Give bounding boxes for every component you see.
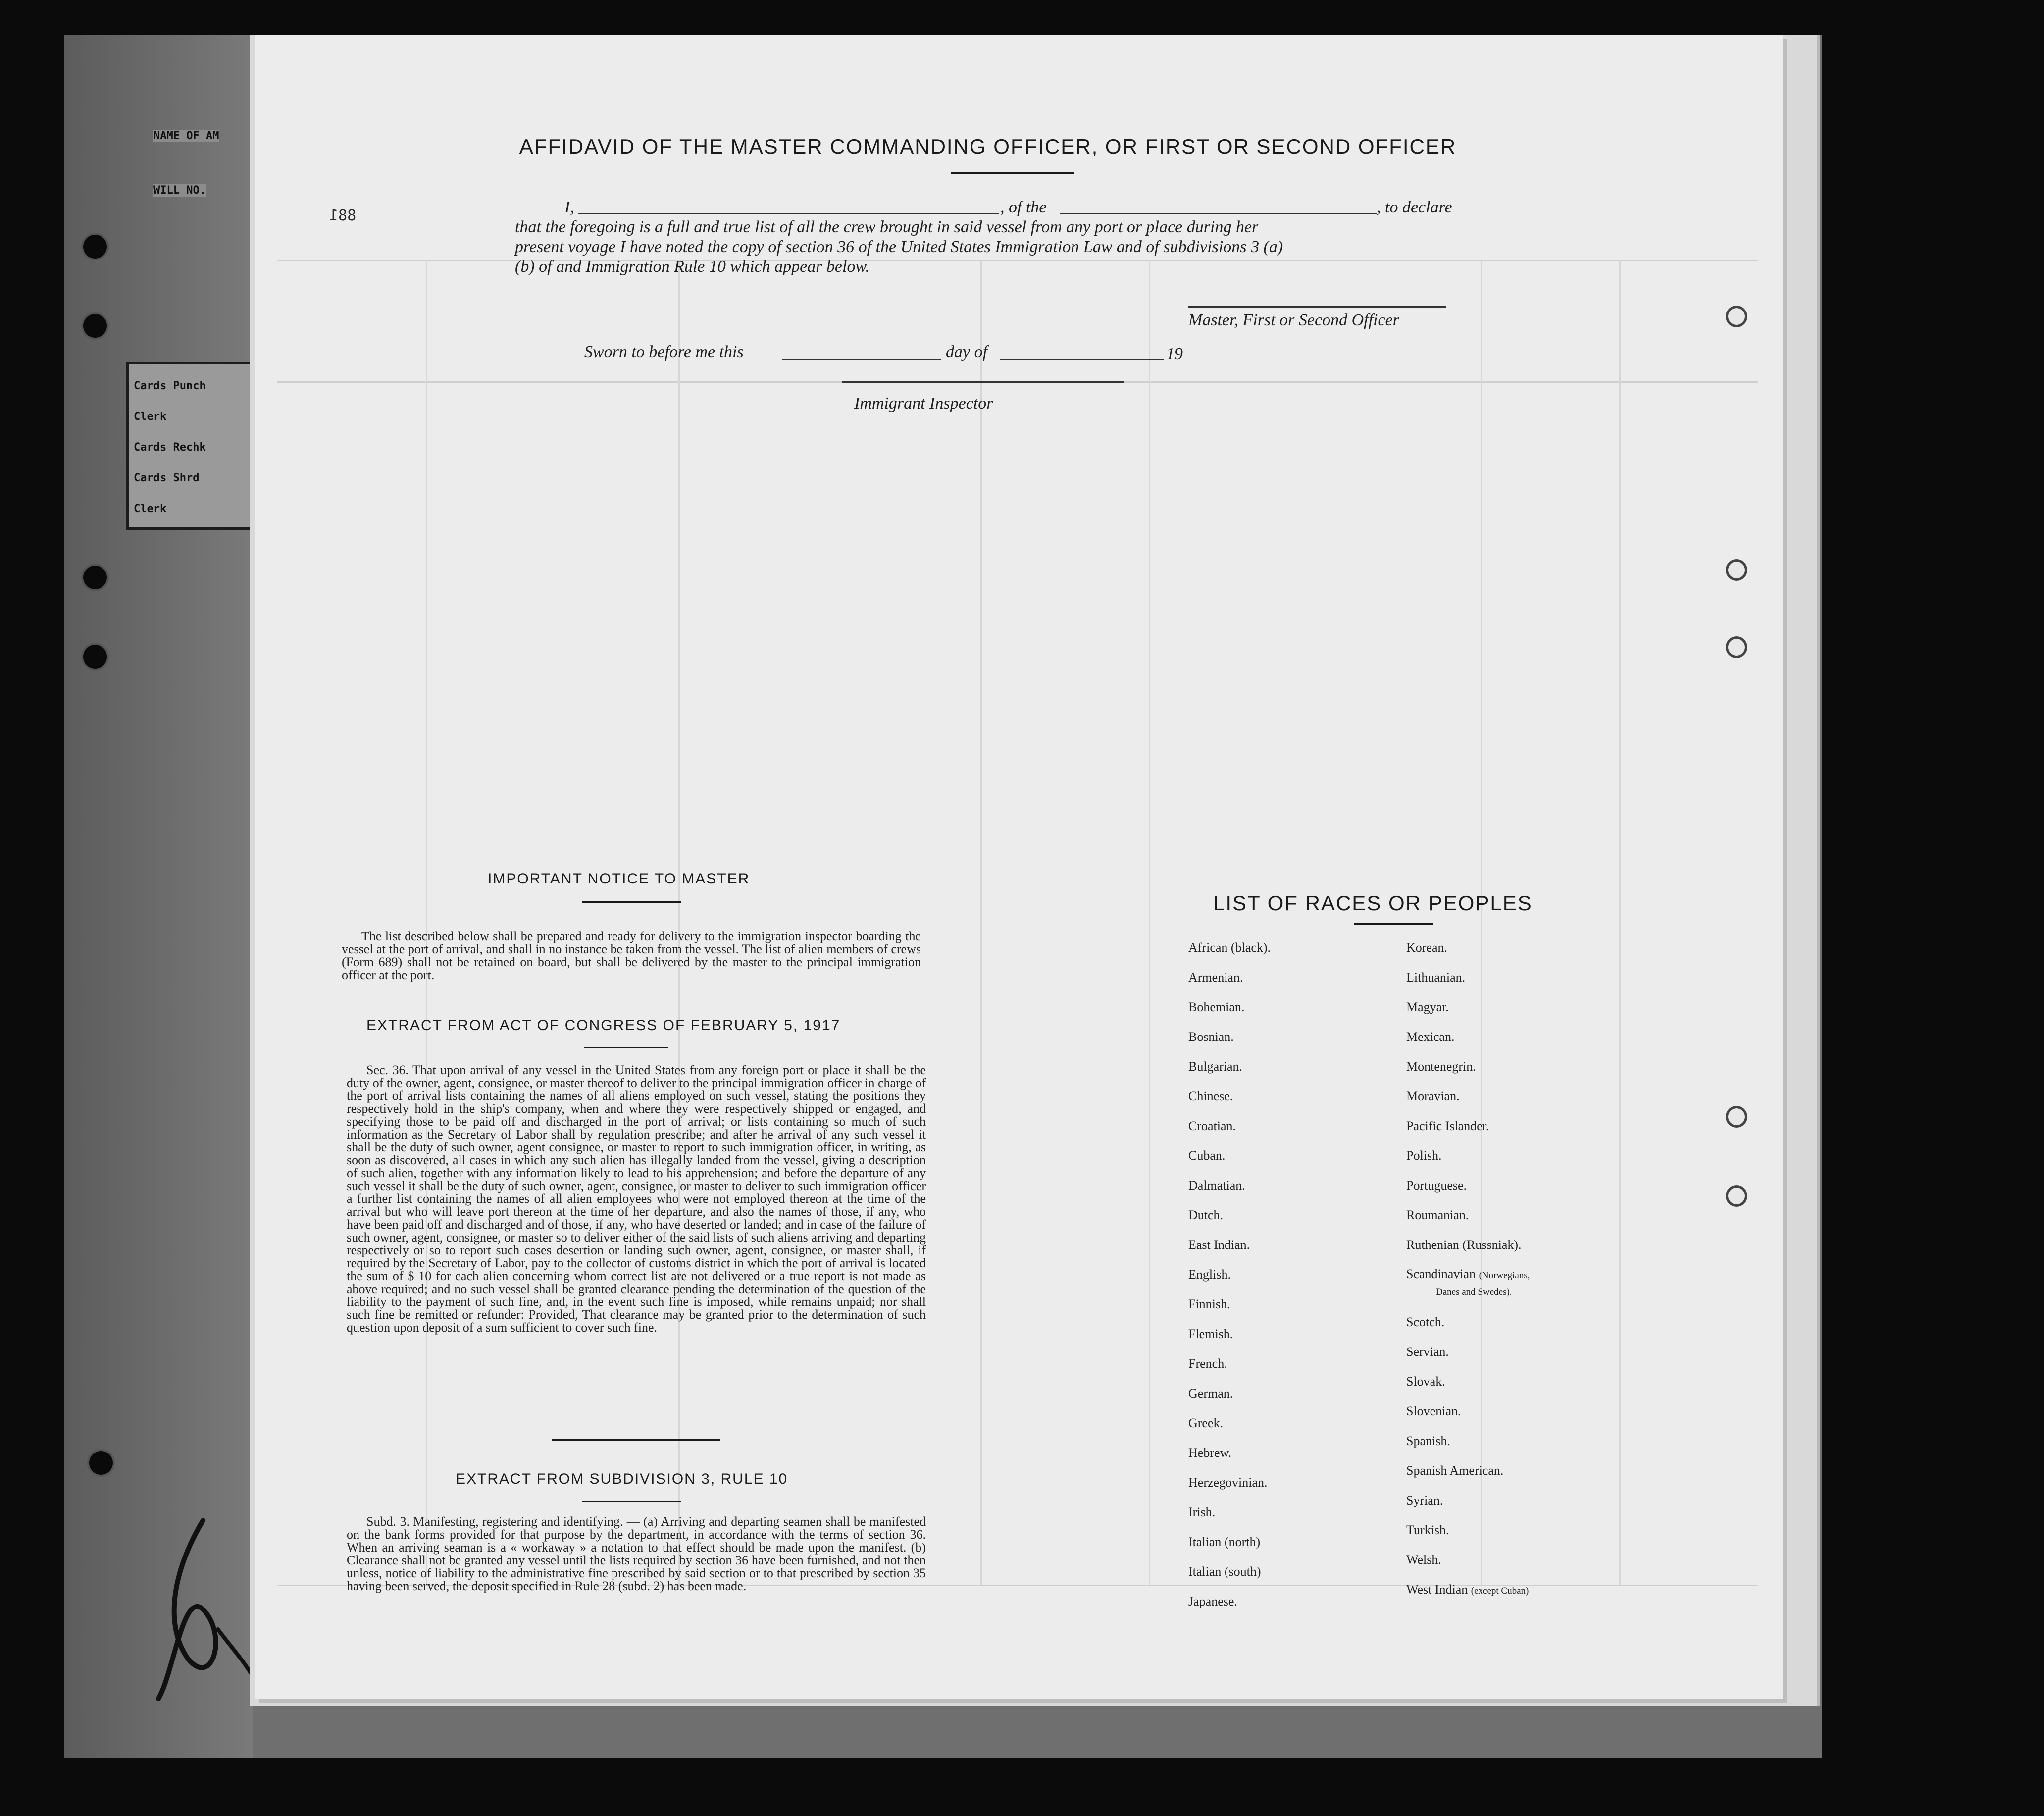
race-item: Bohemian.	[1188, 1000, 1245, 1014]
day-of-label: day of	[946, 343, 988, 361]
race-item: Spanish.	[1406, 1434, 1450, 1448]
race-west-indian-note: (except Cuban)	[1471, 1586, 1529, 1596]
affidavit-line-3: (b) of and Immigration Rule 10 which appear below.	[515, 258, 870, 276]
race-item: Irish.	[1188, 1505, 1216, 1519]
race-item: Turkish.	[1406, 1523, 1449, 1537]
stamp-line: Cards Shrd	[134, 472, 200, 484]
backing-left-strip	[64, 35, 253, 1758]
inspector-label: Immigrant Inspector	[854, 394, 993, 413]
race-item: English.	[1188, 1267, 1231, 1282]
race-item: East Indian.	[1188, 1238, 1250, 1252]
year-prefix: 19	[1166, 345, 1183, 363]
race-item: Lithuanian.	[1406, 970, 1466, 985]
affidavit-line-2: present voyage I have noted the copy of section 36 of the United States Immigration Law and of subdivisions 3 (a)	[515, 238, 1283, 256]
binder-hole-icon	[1728, 1108, 1745, 1125]
manifest-sheet	[255, 35, 1783, 1699]
race-item-scandinavian	[1406, 1260, 1530, 1299]
binder-hole-icon	[83, 314, 107, 338]
section-divider	[552, 1439, 720, 1441]
act-extract-underline	[584, 1047, 668, 1048]
affiant-name-blank	[578, 213, 999, 214]
race-item: Mexican.	[1406, 1030, 1455, 1044]
binder-hole-icon	[1728, 562, 1745, 578]
race-item: Chinese.	[1188, 1089, 1233, 1103]
notice-text: The list described below shall be prepared and ready for delivery to the immigration inspector boarding the vessel at the port of arrival, and shall in no instance be taken from the vessel. The list of alien members of crews (Form 689) shall not be retained on board, but shall be delivered by the master to the principal immigration officer at the port.	[342, 929, 921, 982]
race-item: Servian.	[1406, 1345, 1449, 1359]
race-west-indian: West Indian	[1406, 1582, 1468, 1597]
rule-extract-title: EXTRACT FROM SUBDIVISION 3, RULE 10	[456, 1471, 788, 1487]
stamp-line: Cards Punch	[134, 380, 206, 392]
edge-stamp-top-1: NAME OF AM	[153, 130, 219, 142]
ghost-table-vrule	[1619, 260, 1621, 1585]
act-extract-text: Sec. 36. That upon arrival of any vessel in the United States from any foreign port or place it shall be the duty of the owner, agent, consignee, or master thereof to deliver to the principal immigration officer in charge of the port of arrival lists containing the names of all aliens employed on such vessel, stating the positions they respectively hold in the ship's company, when and where they were respectively shipped or engaged, and specifying those to be paid off and discharged in the port of arrival; or lists containing so much of such information as the Secretary of Labor shall by regulation prescribe; and after he arrival of any such vessel it shall be the duty of such owner, agent consignee, or master to report to such immigration officer, in writing, as soon as discovered, all cases in which any such alien has illegally landed from the vessel, giving a description of such alien, together with any information likely to lead to his apprehension; and before the departure of any such vessel it shall be the duty of such owner, agent, consignee, or master to deliver to such immigration officer a further list containing the names of all alien employees who were not employed thereon at the time of the arrival but who will leave port thereon at the time of her departure, and also the names of those, if any, who have been paid off and discharged and of those, if any, who have deserted or landed; and in case of the failure of such owner, agent, consignee, or master so to deliver either of the said lists of such aliens arriving and departing respectively or so to report such cases desertion or landing such owner, agent, consignee, or master shall, if required by the Secretary of Labor, pay to the collector of customs district in which the port of arrival is located the sum of $ 10 for each alien concerning whom correct list are not delivered or a true report is not made as above required; and no such vessel shall be granted clearance pending the determination of the question of the liability to the payment of such fine, and, in the event such fine is imposed, while remains unpaid; nor shall such fine be remitted or refunder: Provided, That clearance may be granted prior to the determination of such question upon deposit of a sum sufficient to cover such fine.	[347, 1063, 926, 1335]
binder-hole-icon	[83, 645, 107, 669]
stamp-line: Clerk	[134, 411, 167, 423]
race-item: Cuban.	[1188, 1148, 1226, 1163]
race-item: Dalmatian.	[1188, 1178, 1245, 1193]
page-marker: 881	[329, 207, 357, 224]
race-scandinavian-note: (Norwegians,	[1479, 1270, 1530, 1281]
race-item: Montenegrin.	[1406, 1059, 1476, 1074]
binder-hole-icon	[89, 1451, 113, 1475]
race-item: Welsh.	[1406, 1553, 1441, 1567]
binder-hole-icon	[83, 566, 107, 589]
race-item: Slovenian.	[1406, 1404, 1461, 1418]
race-item: Polish.	[1406, 1148, 1442, 1163]
races-right-column	[1406, 933, 1530, 1606]
race-item-west-indian	[1406, 1575, 1530, 1606]
binder-hole-icon	[83, 235, 107, 259]
race-item: Bosnian.	[1188, 1030, 1234, 1044]
ghost-table-rule	[277, 260, 1758, 261]
edge-stamp-top-2: WILL NO.	[153, 184, 206, 197]
officer-signature-blank	[1188, 306, 1446, 308]
affidavit-header: AFFIDAVID OF THE MASTER COMMANDING OFFICER, OR FIRST OR SECOND OFFICER	[519, 135, 1457, 158]
ghost-table-vrule	[1149, 260, 1150, 1585]
spacer	[1406, 1299, 1530, 1307]
sworn-day-blank	[782, 359, 941, 360]
race-item: Syrian.	[1406, 1493, 1443, 1507]
race-item: Pacific Islander.	[1406, 1119, 1489, 1133]
race-scandinavian: Scandinavian	[1406, 1267, 1476, 1281]
race-item: Portuguese.	[1406, 1178, 1467, 1193]
vessel-name-blank	[1060, 213, 1377, 214]
race-item: German.	[1188, 1386, 1233, 1401]
stamp-line: Clerk	[134, 503, 167, 515]
processing-stamp	[126, 362, 265, 530]
race-item: Armenian.	[1188, 970, 1243, 985]
race-item: Greek.	[1188, 1416, 1224, 1430]
ghost-table-vrule	[980, 260, 982, 1585]
affidavit-i-label: I,	[564, 198, 574, 216]
race-item: Finnish.	[1188, 1297, 1230, 1311]
race-item: Italian (south)	[1188, 1564, 1261, 1579]
race-item: Slovak.	[1406, 1374, 1445, 1389]
officer-label: Master, First or Second Officer	[1188, 311, 1399, 329]
affidavit-of-the: , of the	[1000, 198, 1047, 216]
race-item: Herzegovinian.	[1188, 1475, 1268, 1490]
race-item: Croatian.	[1188, 1119, 1236, 1133]
stamp-line: Cards Rechk	[134, 441, 206, 454]
race-item: Magyar.	[1406, 1000, 1449, 1014]
binder-hole-icon	[1728, 1188, 1745, 1204]
races-title: LIST OF RACES OR PEOPLES	[1213, 891, 1533, 915]
binder-hole-icon	[1728, 308, 1745, 325]
notice-title: IMPORTANT NOTICE TO MASTER	[488, 871, 750, 887]
header-underline	[951, 172, 1074, 174]
race-item: African (black).	[1188, 940, 1271, 955]
race-item: Bulgarian.	[1188, 1059, 1243, 1074]
race-item: Roumanian.	[1406, 1208, 1469, 1222]
affidavit-line-1: that the foregoing is a full and true list of all the crew brought in said vessel from any port or place during her	[515, 218, 1259, 236]
race-item: French.	[1188, 1356, 1227, 1371]
sworn-month-blank	[1000, 359, 1164, 360]
race-item: Japanese.	[1188, 1594, 1237, 1608]
ghost-table-vrule	[678, 260, 680, 1585]
race-item: Ruthenian (Russniak).	[1406, 1238, 1522, 1252]
inspector-signature-blank	[842, 381, 1124, 383]
act-extract-title: EXTRACT FROM ACT OF CONGRESS OF FEBRUARY 5, 1917	[366, 1017, 841, 1034]
race-scandinavian-note2: Danes and Swedes).	[1436, 1287, 1512, 1297]
ghost-table-vrule	[426, 260, 427, 1585]
race-item: Flemish.	[1188, 1327, 1233, 1341]
affidavit-to-declare: , to declare	[1377, 198, 1452, 216]
rule-extract-text: Subd. 3. Manifesting, registering and identifying. — (a) Arriving and departing seamen shall be manifested on the bank forms provided for that purpose by the department, in accordance with the terms of section 36. When an arriving seaman is a « workaway » a notation to that effect should be made upon the manifest. (b) Clearance shall not be granted any vessel until the lists required by section 36 have been furnished, and not then unless, notice of liability to the administrative fine prescribed by said section or to that prescribed by section 35 having been served, the deposit specified in Rule 28 (subd. 2) has been made.	[347, 1514, 926, 1593]
race-item: Italian (north)	[1188, 1535, 1261, 1549]
rule-extract-underline	[582, 1501, 681, 1502]
race-item: Dutch.	[1188, 1208, 1224, 1222]
race-item: Korean.	[1406, 940, 1448, 955]
notice-underline	[582, 901, 681, 903]
race-item: Hebrew.	[1188, 1446, 1232, 1460]
race-item: Spanish American.	[1406, 1463, 1504, 1478]
race-item: Moravian.	[1406, 1089, 1460, 1103]
sworn-label: Sworn to before me this	[584, 343, 744, 361]
races-underline	[1354, 923, 1433, 925]
binder-hole-icon	[1728, 639, 1745, 656]
races-left-column	[1188, 933, 1271, 1616]
race-item: Scotch.	[1406, 1315, 1445, 1329]
